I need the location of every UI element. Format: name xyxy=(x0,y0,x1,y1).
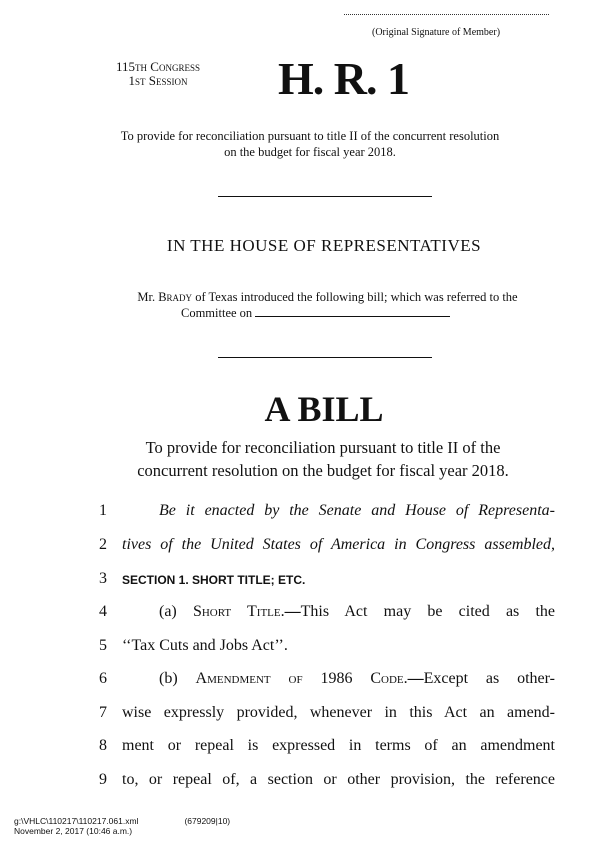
page-footer xyxy=(14,816,230,836)
bill-line xyxy=(0,771,600,801)
divider-rule xyxy=(218,196,432,197)
bill-line xyxy=(0,603,600,633)
line-number: 5 xyxy=(99,637,107,654)
session-label: 1st Session xyxy=(128,73,188,88)
footer-date: November 2, 2017 (10:46 a.m.) xyxy=(14,826,133,836)
bill-line xyxy=(0,637,600,667)
introduction xyxy=(95,289,560,321)
purpose-short-line-2: on the budget for fiscal year 2018. xyxy=(224,145,396,159)
line-number: 9 xyxy=(99,771,107,788)
bill-line xyxy=(0,502,600,532)
signature-line xyxy=(344,14,549,15)
subsection-heading: Amendment of 1986 Code. xyxy=(195,670,408,687)
intro-line2: Committee on xyxy=(181,306,256,320)
line-number: 2 xyxy=(99,536,107,553)
em-dash: — xyxy=(407,670,424,687)
bill-line xyxy=(0,670,600,700)
line-text xyxy=(122,603,555,621)
footer-code: (679209|10) xyxy=(184,816,231,826)
em-dash: — xyxy=(284,603,301,620)
line-number: 7 xyxy=(99,704,107,721)
sponsor-name: Brady xyxy=(158,290,193,304)
line-number: 3 xyxy=(99,570,107,587)
line-number: 8 xyxy=(99,737,107,754)
footer-path: g:\VHLC\110217\110217.061.xml xyxy=(14,816,139,826)
subsection-lead: (a) xyxy=(159,603,193,620)
line-text: Be it enacted by the Senate and House of Representa- xyxy=(159,502,555,519)
line-text: to, or repeal of, a section or other provision, the reference xyxy=(122,771,555,788)
subsection-text: This Act may be cited as the xyxy=(300,603,555,620)
subsection-text: Except as other- xyxy=(423,670,555,687)
congress-session-block xyxy=(88,60,228,88)
purpose-long-line-2: concurrent resolution on the budget for fiscal year 2018. xyxy=(137,461,509,480)
line-number: 1 xyxy=(99,502,107,519)
section-heading: SECTION 1. SHORT TITLE; ETC. xyxy=(122,573,306,587)
congress-label: 115th Congress xyxy=(116,59,200,74)
intro-line1-rest: of Texas introduced the following bill; which was referred to the xyxy=(192,290,518,304)
line-text: ‘‘Tax Cuts and Jobs Act’’. xyxy=(122,637,288,654)
intro-prefix: Mr. xyxy=(137,290,159,304)
chamber-heading: IN THE HOUSE OF REPRESENTATIVES xyxy=(166,236,482,255)
purpose-long-line-1: To provide for reconciliation pursuant to title II of the xyxy=(145,438,501,457)
line-text: ment or repeal is expressed in terms of an amendment xyxy=(122,737,555,754)
bill-number: H. R. 1 xyxy=(278,53,409,104)
bill-line xyxy=(0,570,600,600)
purpose-short-line-1: To provide for reconciliation pursuant to title II of the concurrent resolution xyxy=(120,129,500,143)
divider-rule xyxy=(218,357,432,358)
bill-line xyxy=(0,737,600,767)
bill-line xyxy=(0,704,600,734)
line-text: wise expressly provided, whenever in this Act an amend- xyxy=(122,704,555,721)
subsection-lead: (b) xyxy=(159,670,196,687)
purpose-short xyxy=(60,128,560,160)
committee-blank xyxy=(255,306,450,317)
bill-line xyxy=(0,536,600,566)
purpose-long xyxy=(88,436,558,482)
signature-caption: (Original Signature of Member) xyxy=(372,27,501,38)
line-text xyxy=(122,670,555,688)
line-text: tives of the United States of America in Congress assembled, xyxy=(122,536,555,553)
subsection-heading: Short Title. xyxy=(192,603,285,620)
line-number: 6 xyxy=(99,670,107,687)
bill-heading: A BILL xyxy=(264,389,384,429)
line-number: 4 xyxy=(99,603,107,620)
